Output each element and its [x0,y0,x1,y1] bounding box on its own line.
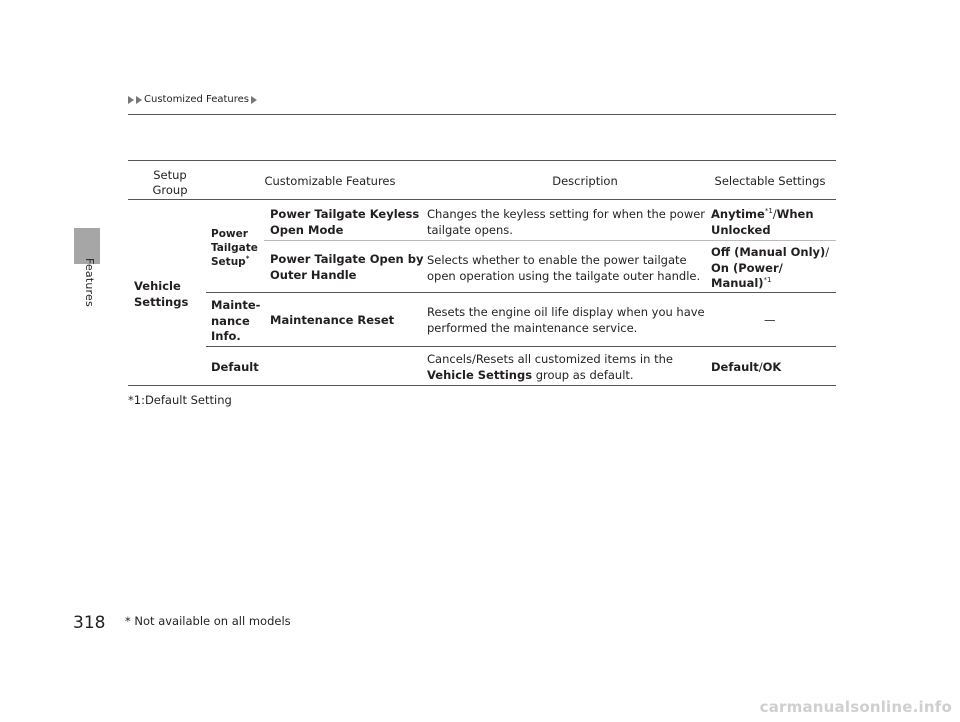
description-open-by-outer-handle: Selects whether to enable the power tailgate open operation using the tailgate outer handle. [427,253,701,283]
description-keyless-open-mode: Changes the keyless setting for when the power tailgate opens. [427,207,706,237]
chevron-right-icon [128,96,134,104]
subgroup-maintenance-info: Mainte- nance Info. [211,298,261,343]
breadcrumb[interactable] [128,94,257,105]
header-customizable-features: Customizable Features [264,174,396,188]
header-setup-group: Setup Group [152,168,188,197]
breadcrumb-label[interactable]: Customized Features [144,94,250,105]
page-number: 318 [73,613,106,633]
default-setting-footnote: *1:Default Setting [128,393,232,407]
chevron-right-icon [251,96,257,104]
feature-open-by-outer-handle: Power Tailgate Open by Outer Handle [270,252,424,282]
row-divider [264,240,836,241]
chevron-right-icon [136,96,142,104]
table-top-rule [128,160,836,161]
section-side-label: Features [83,258,96,307]
setting-open-by-outer-handle: Off (Manual Only)/ On (Power/ Manual)$^{*1}$ [711,245,830,290]
not-available-mark: * [245,254,250,263]
row-divider [206,346,836,347]
description-default: Cancels/Resets all customized items in the Vehicle Settings group as default. [427,352,673,382]
group-vehicle-settings: Vehicle Settings [134,279,189,309]
watermark: carmanualsonline.info [759,698,952,716]
setting-keyless-open-mode: Anytime$^{*1}$/When Unlocked [711,207,814,237]
availability-note: * Not available on all models [125,614,291,628]
description-maintenance-reset: Resets the engine oil life display when you have performed the maintenance service. [427,305,705,335]
subgroup-power-tailgate: Power Tailgate Setup* [211,228,258,268]
header-divider [128,114,836,115]
feature-default: Default [211,360,259,374]
row-divider [206,292,836,293]
table-bottom-rule [128,385,836,386]
header-selectable-settings: Selectable Settings [714,174,826,188]
header-description: Description [552,174,618,188]
setting-maintenance-reset: — [764,313,776,327]
feature-maintenance-reset: Maintenance Reset [270,313,395,327]
setting-default: Default/OK [711,360,782,374]
header-bottom-rule [128,199,836,200]
feature-keyless-open-mode: Power Tailgate Keyless Open Mode [270,207,420,237]
